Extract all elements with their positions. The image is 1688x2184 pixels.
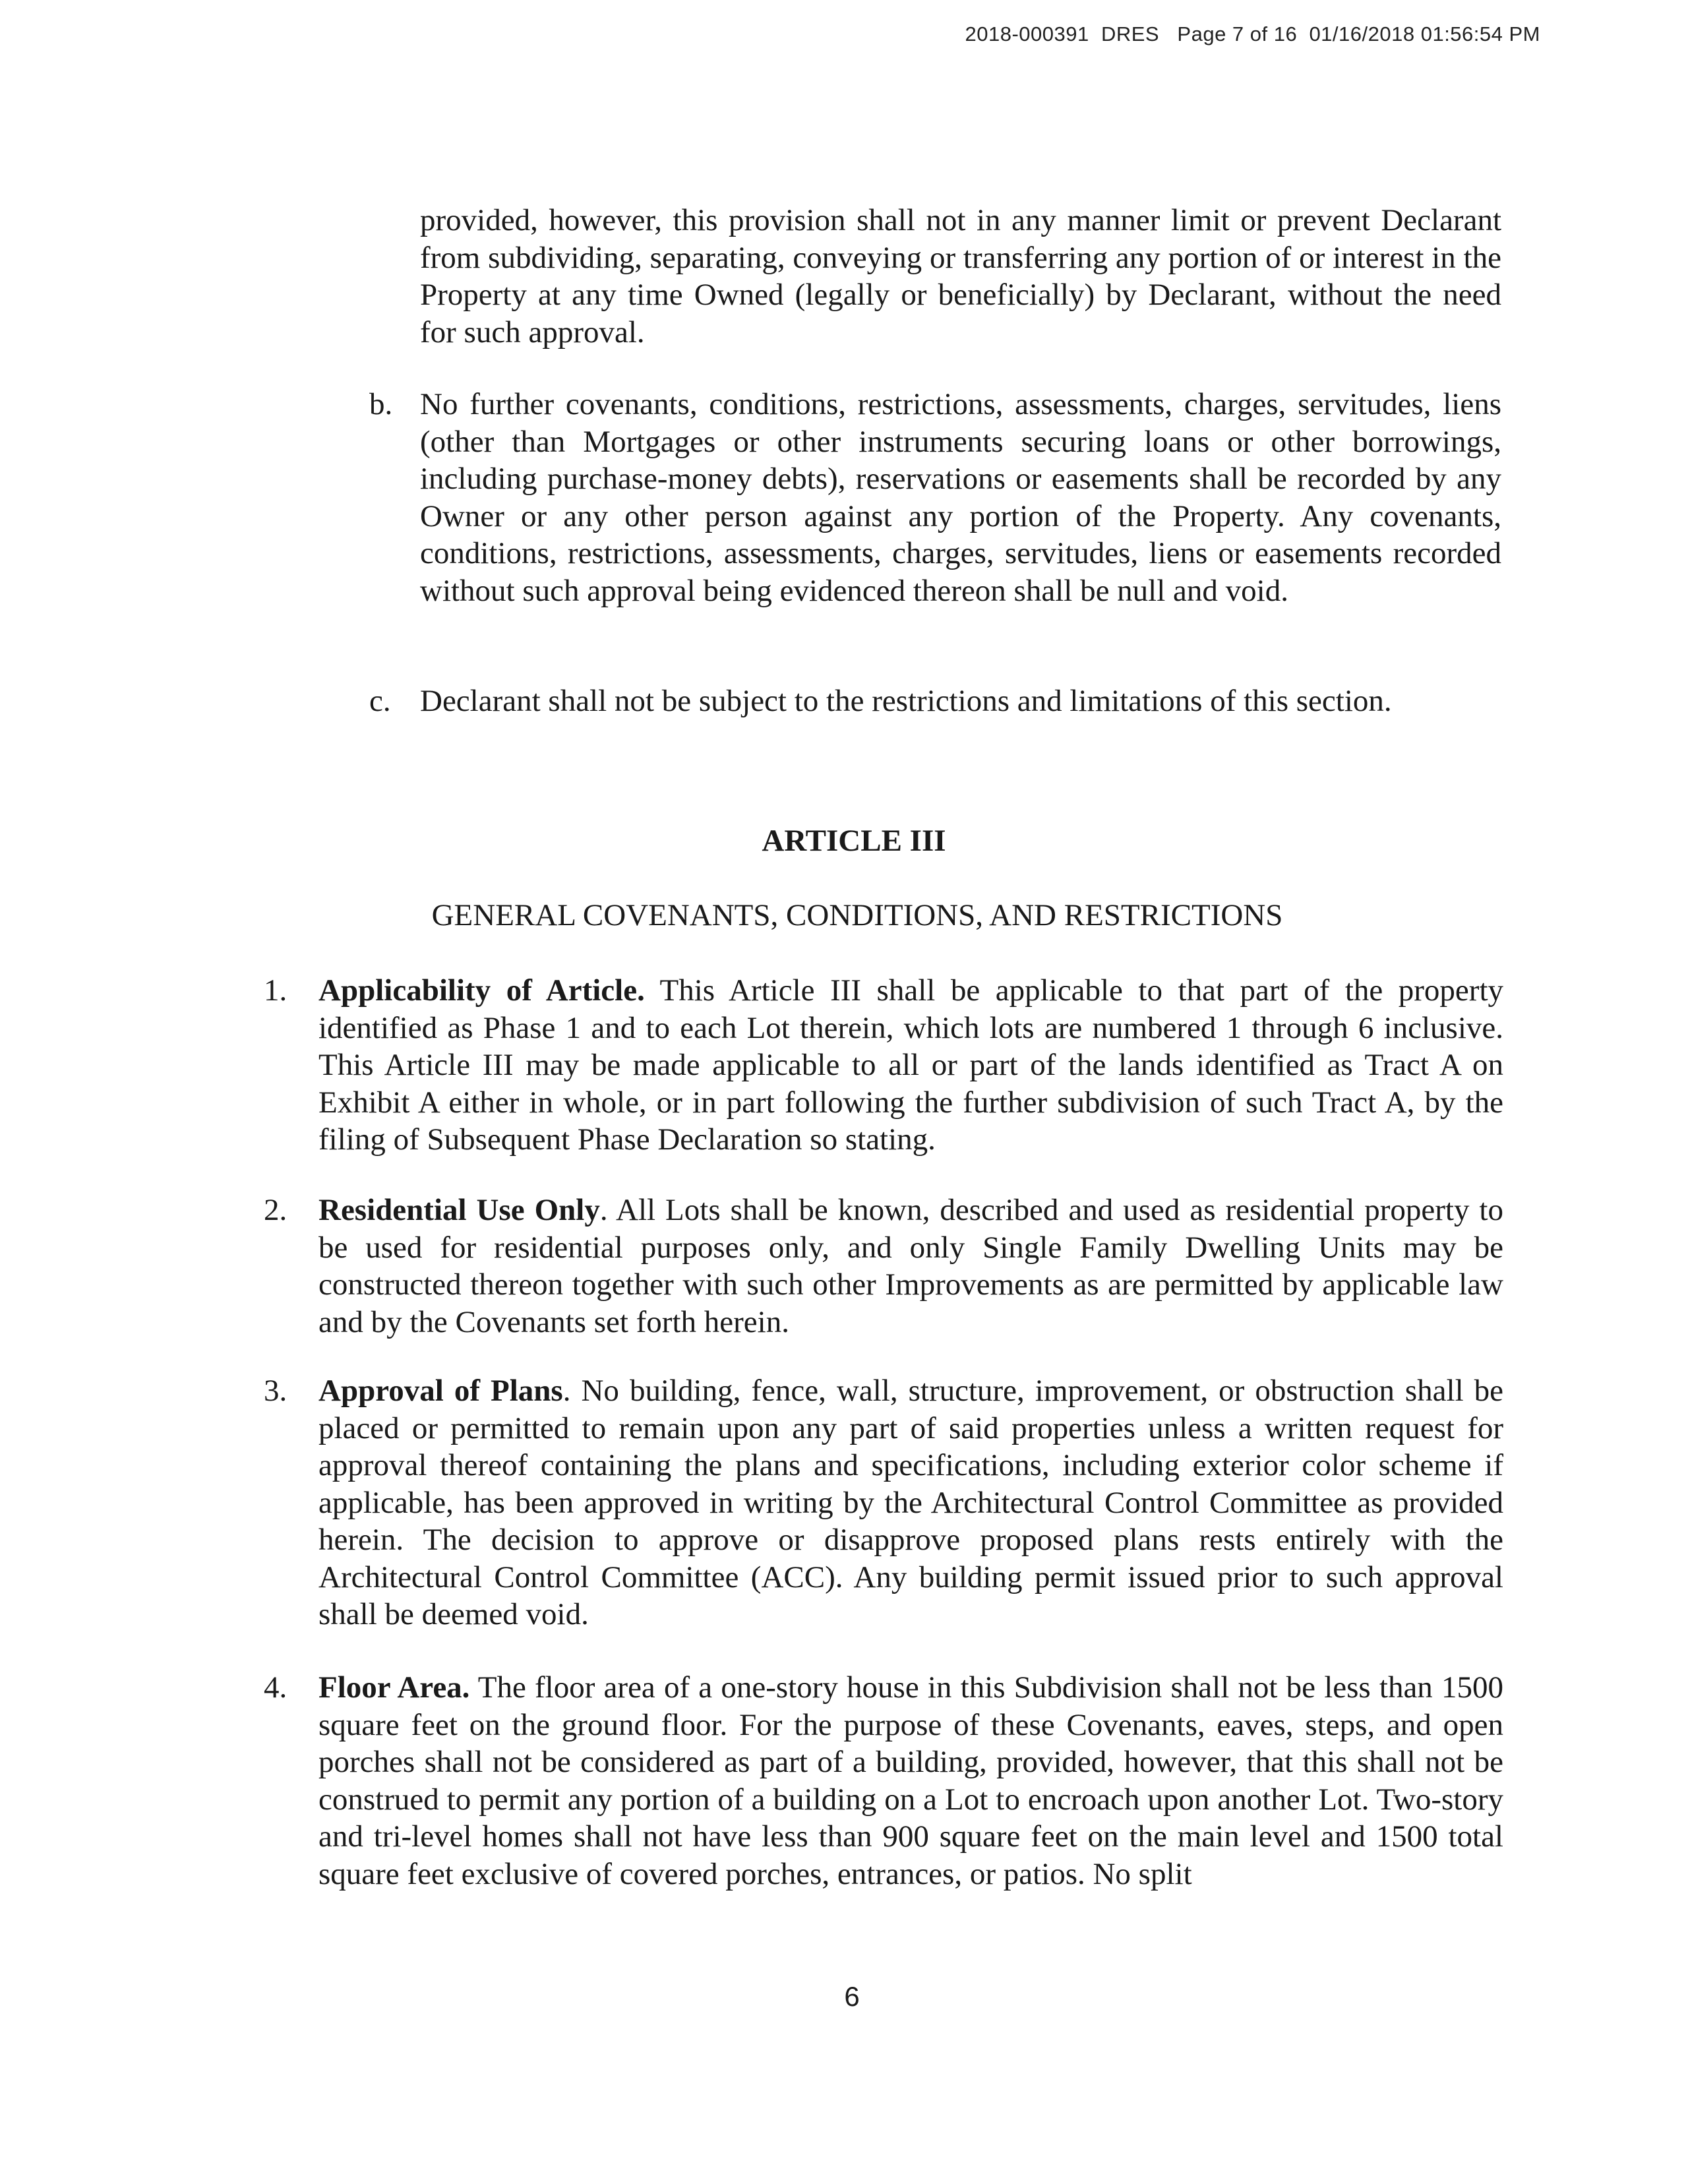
- section-number: 1.: [264, 973, 287, 1008]
- section-heading: Residential Use Only: [318, 1193, 600, 1227]
- page-number: 6: [844, 1981, 860, 2012]
- sub-item-text: No further covenants, conditions, restrictions, assessments, charges, servitudes, liens (other than Mortgages or other instruments securing loans or other borrowings, including purchase-money debts), reservations or easements shall be recorded by any Owner or any other person against any portion of the Property. Any covenants, conditions, restrictions, assessments, charges, servitudes, liens or easements recorded without such approval being evidenced thereon shall be null and void.: [420, 387, 1501, 608]
- section-text: [318, 1192, 1503, 1341]
- article-title: ARTICLE III: [762, 824, 946, 858]
- article-subtitle: GENERAL COVENANTS, CONDITIONS, AND RESTRICTIONS: [431, 898, 1283, 932]
- section-number: 2.: [264, 1193, 287, 1227]
- section-body: This Article III shall be applicable to that part of the property identified as Phase 1 and to each Lot therein, which lots are numbered 1 through 6 inclusive. This Article III may be made applicable to all or part of the lands identified as Tract A on Exhibit A either in whole, or in part following the further subdivision of such Tract A, by the filing of Subsequent Phase Declaration so stating.: [318, 973, 1504, 1157]
- sub-item-text: Declarant shall not be subject to the restrictions and limitations of this section.: [420, 684, 1392, 718]
- recording-stamp: 2018-000391 DRES Page 7 of 16 01/16/2018 01:56:54 PM: [965, 22, 1540, 46]
- section-heading: Applicability of Article.: [318, 973, 645, 1008]
- section-heading: Approval of Plans: [318, 1374, 563, 1408]
- section-number: 4.: [264, 1670, 287, 1705]
- section-text: [318, 1372, 1503, 1633]
- section-heading: Floor Area.: [318, 1670, 470, 1705]
- section-text: [318, 1669, 1503, 1893]
- section-number: 3.: [264, 1374, 287, 1408]
- section-body: . All Lots shall be known, described and used as residential property to be used for residential purposes only, and only Single Family Dwelling Units may be constructed thereon together with such other Improvements as are permitted by applicable law and by the Covenants set forth herein.: [318, 1193, 1503, 1339]
- section-text: [318, 972, 1503, 1159]
- section-body: The floor area of a one-story house in this Subdivision shall not be less than 1500 square feet on the ground floor. For the purpose of these Covenants, eaves, steps, and open porches shall not be considered as part of a building, provided, however, that this shall not be construed to permit any portion of a building on a Lot to encroach upon another Lot. Two-story and tri-level homes shall not have less than 900 square feet on the main level and 1500 total square feet exclusive of covered porches, entrances, or patios. No split: [318, 1670, 1503, 1891]
- continuation-paragraph: provided, however, this provision shall not in any manner limit or prevent Declarant from subdividing, separating, conveying or transferring any portion of or interest in the Property at any time Owned (legally or beneficially) by Declarant, without the need for such approval.: [420, 203, 1501, 349]
- section-body: . No building, fence, wall, structure, improvement, or obstruction shall be placed or permitted to remain upon any part of said properties unless a written request for approval thereof containing the plans and specifications, including exterior color scheme if applicable, has been approved in writing by the Architectural Control Committee as provided herein. The decision to approve or disapprove proposed plans rests entirely with the Architectural Control Committee (ACC). Any building permit issued prior to such approval shall be deemed void.: [318, 1374, 1504, 1631]
- sub-item-marker: c.: [369, 684, 391, 718]
- sub-item-marker: b.: [369, 387, 393, 421]
